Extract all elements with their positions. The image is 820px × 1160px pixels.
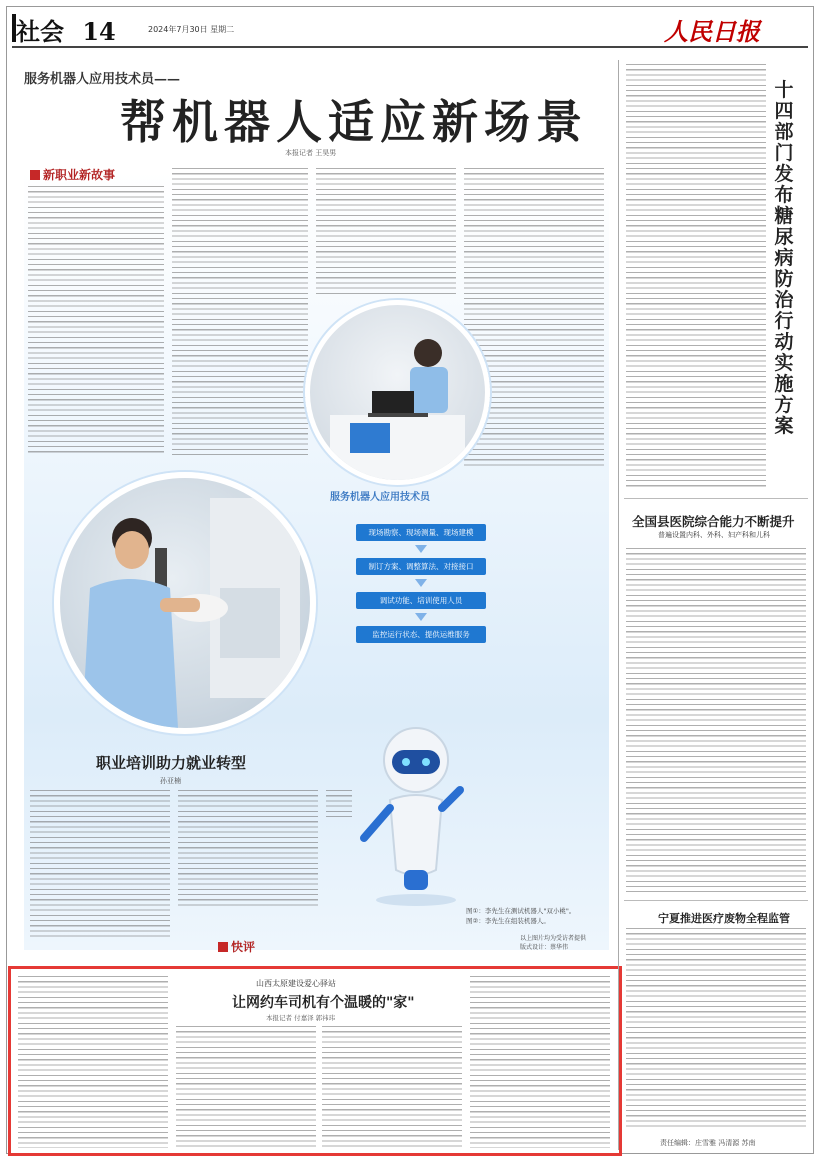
page-header-section — [16, 12, 116, 47]
main-text-col-3 — [316, 168, 456, 296]
main-byline: 本报记者 王昊男 — [285, 149, 337, 157]
photo-technician-laptop — [305, 300, 490, 485]
second-article-byline: 孙亚楠 — [160, 777, 181, 785]
highlighted-kicker: 山西太原建设爱心驿站 — [256, 979, 336, 988]
photo-technician-laptop-art — [310, 305, 485, 480]
commentary-label — [218, 938, 255, 955]
right-article3-text — [626, 928, 806, 1130]
main-kicker: 服务机器人应用技术员—— — [24, 72, 181, 87]
right-article2-title: 全国县医院综合能力不断提升 — [632, 514, 795, 529]
photo-technician-robot-art — [60, 478, 310, 728]
flow-arrow-1 — [415, 545, 427, 553]
highlighted-text-col-4 — [470, 976, 610, 1148]
highlighted-byline: 本报记者 付嘉泽 郭祎玮 — [266, 1014, 336, 1022]
photo-credit — [520, 934, 586, 952]
commentary-label-text: 快评 — [231, 940, 256, 954]
second-text-col-2 — [178, 790, 318, 908]
right-divider-1 — [624, 498, 808, 499]
caption-line: 图①：李先生在测试机器人"双小桃"。 — [466, 907, 576, 915]
infographic-title: 服务机器人应用技术员 — [330, 492, 430, 503]
flow-step-2: 制订方案、调整算法、对接接口 — [356, 558, 486, 575]
credit-line: 以上图片均为受访者提供 — [520, 935, 587, 942]
robot-illustration — [356, 720, 466, 910]
flow-arrow-3 — [415, 613, 427, 621]
main-text-col-1 — [28, 186, 164, 456]
second-text-col-3 — [326, 790, 352, 820]
highlighted-title: 让网约车司机有个温暖的"家" — [232, 995, 415, 1011]
flow-step-4: 监控运行状态、提供运维服务 — [356, 626, 486, 643]
photo-technician-robot — [54, 472, 316, 734]
highlighted-text-col-3 — [322, 1026, 462, 1148]
main-text-col-4 — [464, 168, 604, 468]
page-number: 14 — [82, 17, 116, 46]
right-article3-title: 宁夏推进医疗废物全程监管 — [658, 912, 790, 925]
column-divider — [618, 60, 619, 1150]
flow-step-1: 现场勘察、现场测量、现场建模 — [356, 524, 486, 541]
right-lead-text — [626, 64, 766, 488]
header-rule — [12, 46, 808, 48]
second-article-title: 职业培训助力就业转型 — [96, 754, 247, 772]
commentary-icon — [218, 942, 228, 952]
issue-date: 2024年7月30日 星期二 — [148, 25, 235, 34]
column-head-icon — [30, 170, 40, 180]
highlighted-text-col-2 — [176, 1026, 316, 1148]
column-head-text: 新职业新故事 — [43, 168, 116, 182]
flow-step-3: 调试功能、培训使用人员 — [356, 592, 486, 609]
right-divider-2 — [624, 900, 808, 901]
main-headline: 帮机器人适应新场景 — [120, 95, 588, 149]
second-text-col-1 — [30, 790, 170, 938]
main-text-col-2 — [172, 168, 308, 458]
flow-arrow-2 — [415, 579, 427, 587]
column-head — [30, 166, 115, 183]
photo-caption — [466, 906, 575, 926]
section-name: 社会 — [16, 17, 64, 46]
caption-line: 图②：李先生在组装机器人。 — [466, 917, 550, 925]
right-lead-title: 十四部门发布糖尿病防治行动实施方案 — [774, 79, 794, 437]
masthead-logo: 人民日报 — [664, 17, 760, 46]
right-article2-subtitle: 普遍设置内科、外科、妇产科和儿科 — [658, 531, 770, 539]
credit-line: 版式设计：蔡华伟 — [520, 944, 569, 951]
right-article2-text — [626, 548, 806, 892]
highlighted-text-col-1 — [18, 976, 168, 1148]
page-footer: 责任编辑：庄雪雅 冯清源 苏南 — [660, 1139, 756, 1147]
